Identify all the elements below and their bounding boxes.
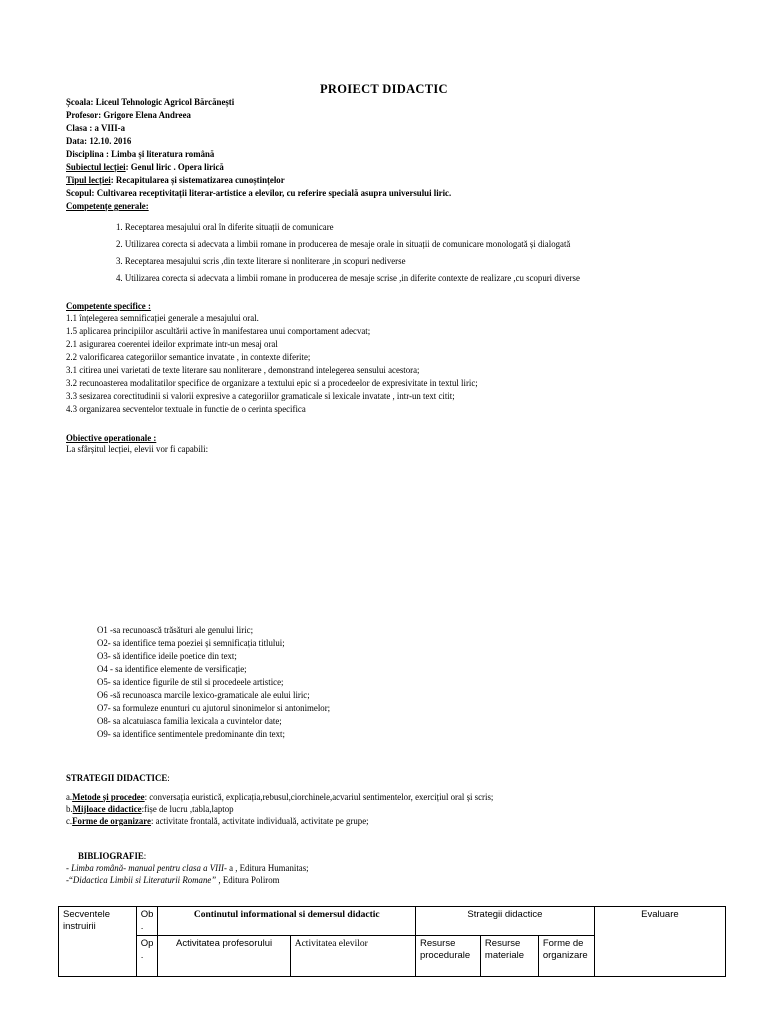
subheader-cell-resurse-materiale: Resurse materiale [480,936,538,977]
header-cell-op: Op . [136,936,158,977]
bibliography-item-title: Limba română- manual pentru clasa a VIII- [71,864,227,874]
date-value: : 12.10. 2016 [84,137,132,147]
school-value: : Liceul Tehnologic Agricol Bărcănești [90,98,235,108]
lesson-plan-table [58,906,726,977]
strategies-title: STRATEGII DIDACTICE [66,774,168,784]
subject-label: Subiectul lecției [66,163,126,173]
bibliography-title: BIBLIOGRAFIE [78,852,144,862]
date-label: Data [66,137,85,147]
discipline-line [66,149,214,161]
bibliography-heading [78,851,146,863]
strategy-forms-label: Forme de organizare [72,817,151,827]
subheader-cell-elevi: Activitatea elevilor [290,936,415,977]
lesson-type-value: : Recapitularea și sistematizarea cunoștințelor [110,176,285,186]
subject-line [66,162,224,174]
strategy-means-prefix: b. [66,805,73,815]
strategy-means-label: Mijloace didactice [72,805,142,815]
specific-competence-item: 3.2 recunoasterea modalitatilor specifice de organizare a textului epic si a procedeelor de expresivitate in textul liric; [66,379,478,389]
objective-item: O2- sa identifice tema poeziei și semnificația titlului; [97,639,285,649]
teacher-value: : Grigore Elena Andreea [98,111,191,121]
header-cell-evaluare: Evaluare [594,907,725,977]
purpose-line [66,188,451,200]
bibliography-title-suffix: : [143,852,147,862]
discipline-value: : Limba și literatura română [103,150,215,160]
objectives-intro: La sfârșitul lecției, elevii vor fi capabili: [66,445,209,455]
lesson-type-line [66,175,285,187]
specific-competence-item: 1.5 aplicarea principiilor ascultării active în manifestarea unui comportament adecvat; [66,327,371,337]
strategy-methods-label: Metode și procedee [72,793,145,803]
specific-competence-item: 3.1 citirea unei varietati de texte literare sau nonliterare , demonstrand intelegerea sensului acestora; [66,366,420,376]
general-competence-item: 2. Utilizarea corecta si adecvata a limbii romane in producerea de mesaje orale in situații de comunicare monologată și dialogată [116,240,571,250]
date-line [66,136,131,148]
bibliography-item-rest: , Editura Polirom [216,876,280,886]
subheader-cell-profesor: Activitatea profesorului [158,936,290,977]
purpose-value: : Cultivarea receptivitații literar-artistice a elevilor, cu referire specială asupra universului liric. [91,189,452,199]
strategies-heading [66,773,170,785]
purpose-label: Scopul [66,189,92,199]
objective-item: O3- să identifice ideile poetice din text; [97,652,237,662]
bibliography-item-rest: a , Editura Humanitas; [226,864,309,874]
strategy-methods-value: : conversația euristică, explicația,rebusul,ciorchinele,acvariul sentimentelor, exercițiul oral și scris; [144,793,494,803]
bibliography-item-title: Didactica Limbii si Literaturii Romane” [72,876,217,886]
page-title: PROIECT DIDACTIC [320,82,448,96]
school-line [66,97,234,109]
school-label: Școala [66,98,91,108]
header-cell-secvente: Secventele instruirii [59,907,137,977]
header-cell-continut: Continutul informational si demersul didactic [158,907,416,936]
objective-item: O9- sa identifice sentimentele predominante din text; [97,730,285,740]
strategy-forms-prefix: c. [66,817,73,827]
objective-item: O7- sa formuleze enunturi cu ajutorul sinonimelor si antonimelor; [97,704,331,714]
bibliography-item [66,875,280,887]
subheader-cell-forme: Forme de organizare [538,936,594,977]
header-cell-ob: Ob . [136,907,158,936]
strategy-methods [66,792,493,804]
specific-competence-item: 2.1 asigurarea coerentei ideilor exprimate intr-un mesaj oral [66,340,278,350]
specific-competence-item: 4.3 organizarea secventelor textuale in functie de o cerinta specifica [66,405,306,415]
objective-item: O8- sa alcatuiasca familia lexicala a cuvintelor date; [97,717,282,727]
class-label: Clasa [66,124,88,134]
bibliography-item-prefix: - [66,864,72,874]
general-competence-item: 1. Receptarea mesajului oral în diferite situații de comunicare [116,223,334,233]
objective-item: O4 - sa identifice elemente de versificație; [97,665,247,675]
objective-item: O5- sa identice figurile de stil si procedeele artistice; [97,678,284,688]
strategy-forms-value: : activitate frontală, activitate individuală, activitate pe grupe; [150,817,369,827]
specific-competence-item: 1.1 înțelegerea semnificației generale a mesajului oral. [66,314,259,324]
strategy-means-value: :fișe de lucru ,tabla,laptop [141,805,234,815]
specific-competence-item: 3.3 sesizarea corectitudinii si valorii expresive a categoriilor gramaticale si lexicale invatate , intr-un text citit; [66,392,455,402]
discipline-label: Disciplina [66,150,104,160]
class-line [66,123,125,135]
bibliography-item [66,863,309,875]
class-value: : a VIII-a [87,124,125,134]
objective-item: O1 -sa recunoască trăsături ale genului liric; [97,626,254,636]
header-cell-strategii: Strategii didactice [415,907,594,936]
general-competences-heading: Competențe generale: [66,202,149,212]
objectives-heading: Obiective operationale : [66,434,157,444]
specific-competences-heading: Competente specifice : [66,302,151,312]
specific-competence-item: 2.2 valorificarea categoriilor semantice invatate , in contexte diferite; [66,353,311,363]
teacher-line [66,110,191,122]
teacher-label: Profesor [66,111,99,121]
subheader-cell-resurse-procedurale: Resurse procedurale [415,936,480,977]
objective-item: O6 -să recunoasca marcile lexico-gramaticale ale eului liric; [97,691,310,701]
strategy-methods-prefix: a. [66,793,73,803]
strategy-means [66,804,234,816]
strategies-title-suffix: : [167,774,170,784]
bibliography-item-prefix: -“ [66,876,73,886]
strategy-forms [66,816,369,828]
general-competence-item: 3. Receptarea mesajului scris ,din texte literare si nonliterare ,in scopuri nediverse [116,257,406,267]
table-header-row [59,907,726,936]
lesson-type-label: Tipul lecției [66,176,111,186]
general-competence-item: 4. Utilizarea corecta si adecvata a limbii romane in producerea de mesaje scrise ,in diferite contexte de realizare ,cu scopuri diverse [116,274,580,284]
subject-value: : Genul liric . Opera lirică [125,163,224,173]
